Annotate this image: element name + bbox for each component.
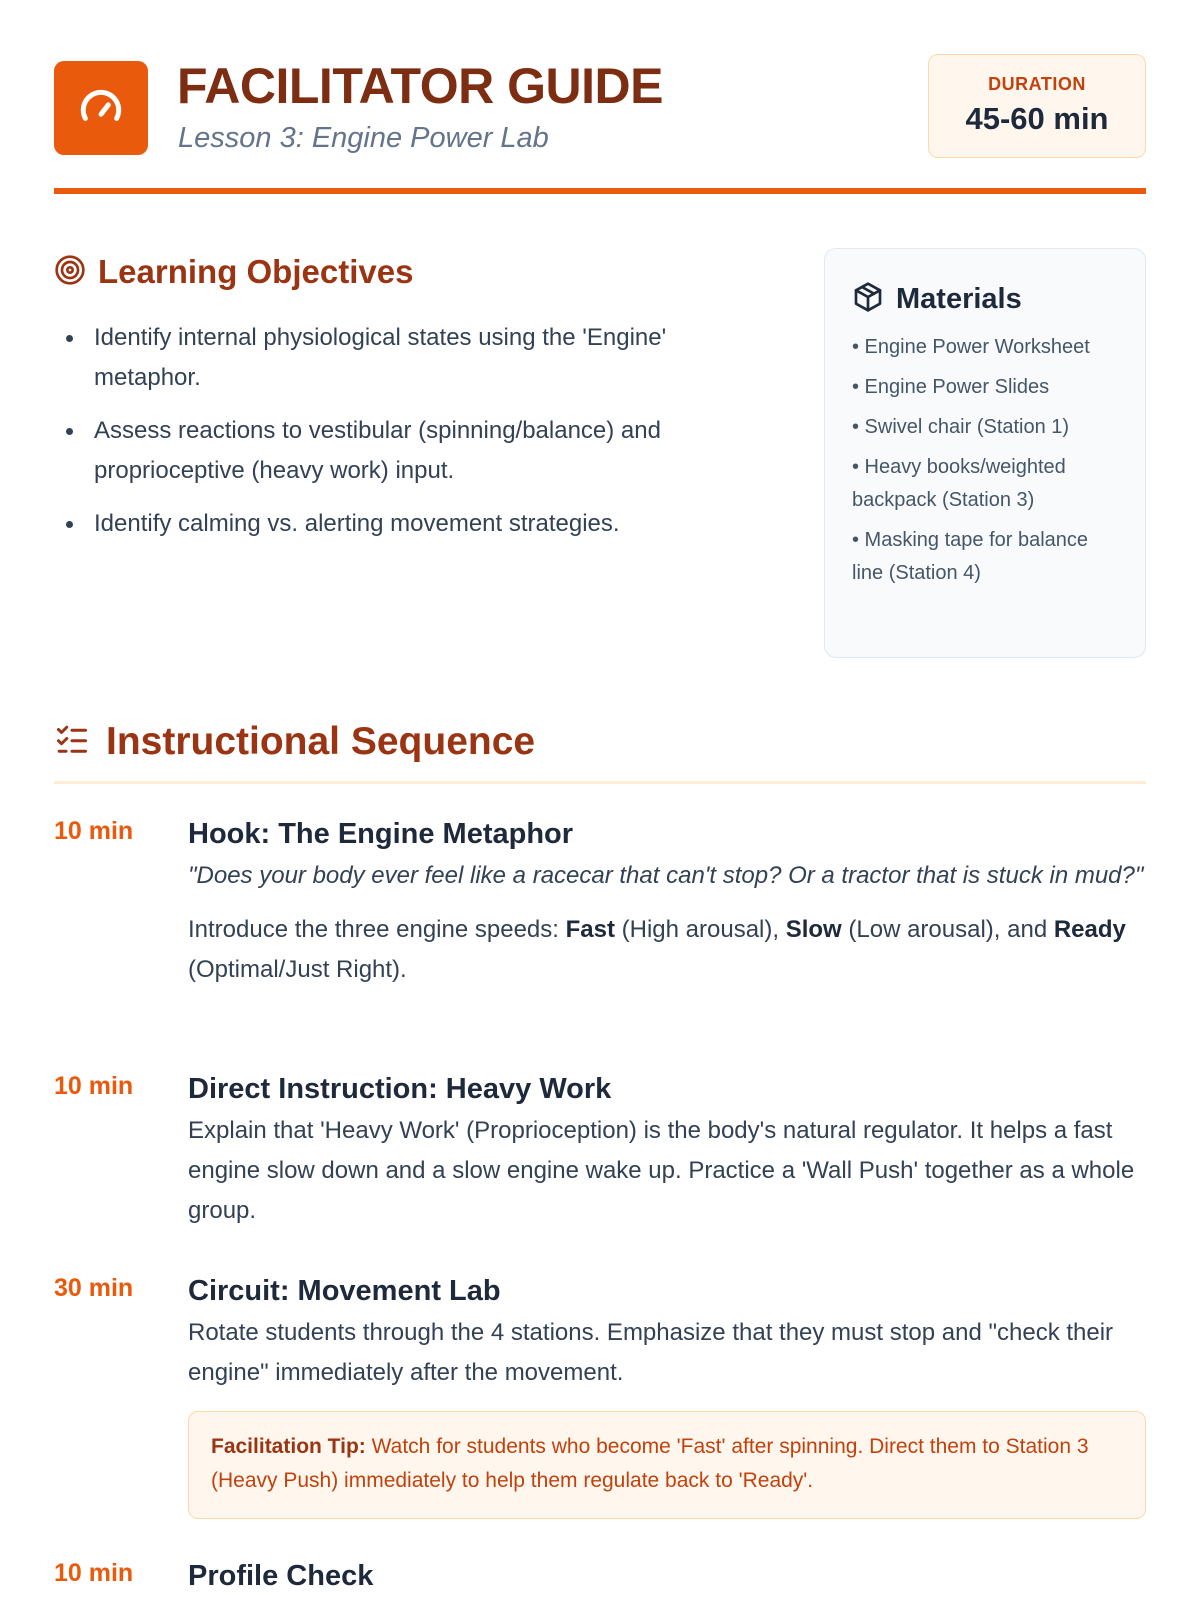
material-item: • Masking tape for balance line (Station 4) xyxy=(852,529,1089,584)
step-body xyxy=(188,1556,1146,1596)
tip-text: Watch for students who become 'Fast' after spinning. Direct them to Station 3 (Heavy Push) immediately to help them regulate back to 'Ready'. xyxy=(211,1435,1089,1492)
step-text: (Optimal/Just Right). xyxy=(188,956,407,983)
step-body xyxy=(188,814,1146,990)
package-icon xyxy=(852,281,884,318)
step-title: Profile Check xyxy=(188,1560,374,1592)
duration-label: DURATION xyxy=(988,74,1086,94)
material-item: • Engine Power Slides xyxy=(852,376,1050,398)
step-body xyxy=(188,1069,1146,1231)
step-duration: 10 min xyxy=(54,1559,134,1587)
step-duration: 30 min xyxy=(54,1274,134,1302)
engine-speed-slow: Slow xyxy=(785,916,842,943)
material-item: • Swivel chair (Station 1) xyxy=(852,416,1070,438)
step-quote: "Does your body ever feel like a racecar that can't stop? Or a tractor that is stuck in mud?" xyxy=(188,862,1144,889)
page-title: FACILITATOR GUIDE xyxy=(177,58,663,114)
materials-header xyxy=(852,279,1119,319)
materials-list xyxy=(852,331,1119,590)
sequence-header xyxy=(54,716,535,768)
header-divider xyxy=(54,188,1146,194)
step-text: (Low arousal), and xyxy=(841,916,1054,943)
materials-card xyxy=(824,248,1146,658)
facilitation-tip xyxy=(188,1411,1146,1519)
engine-speed-ready: Ready xyxy=(1053,916,1126,943)
target-icon xyxy=(54,254,86,291)
speedometer-icon xyxy=(54,61,148,155)
duration-value: 45-60 min xyxy=(965,101,1109,136)
learning-objectives-section xyxy=(54,250,774,557)
step-description: Rotate students through the 4 stations. Emphasize that they must stop and "check their engine" immediately after the movement. xyxy=(188,1319,1114,1386)
materials-heading: Materials xyxy=(896,283,1022,315)
tip-label: Facilitation Tip: xyxy=(211,1435,366,1458)
page-header xyxy=(54,54,1146,164)
step-duration: 10 min xyxy=(54,817,134,845)
step-title: Hook: The Engine Metaphor xyxy=(188,818,574,850)
objectives-heading: Learning Objectives xyxy=(98,253,414,290)
objective-item: Identify internal physiological states using the 'Engine' metaphor. xyxy=(54,318,774,398)
step-text: (High arousal), xyxy=(614,916,786,943)
objective-item: Assess reactions to vestibular (spinning/balance) and proprioceptive (heavy work) input. xyxy=(54,411,774,491)
sequence-heading: Instructional Sequence xyxy=(106,720,536,763)
objective-item: Identify calming vs. alerting movement strategies. xyxy=(54,504,774,544)
checklist-icon xyxy=(54,722,90,763)
step-duration: 10 min xyxy=(54,1072,134,1100)
material-item: • Heavy books/weighted backpack (Station 3) xyxy=(852,456,1066,511)
step-title: Circuit: Movement Lab xyxy=(188,1275,501,1307)
step-text: Introduce the three engine speeds: xyxy=(188,916,566,943)
objectives-list xyxy=(54,318,774,544)
objectives-header xyxy=(54,250,774,294)
material-item: • Engine Power Worksheet xyxy=(852,336,1090,358)
duration-badge xyxy=(928,54,1146,158)
sequence-divider xyxy=(54,781,1146,784)
step-body xyxy=(188,1271,1146,1519)
step-description: Explain that 'Heavy Work' (Proprioception) is the body's natural regulator. It helps a fast engine slow down and a slow engine wake up. Practice a 'Wall Push' together as a whole group. xyxy=(188,1117,1135,1224)
lesson-subtitle: Lesson 3: Engine Power Lab xyxy=(178,122,549,154)
step-title: Direct Instruction: Heavy Work xyxy=(188,1073,612,1105)
engine-speed-fast: Fast xyxy=(565,916,615,943)
step-description xyxy=(188,910,1146,990)
